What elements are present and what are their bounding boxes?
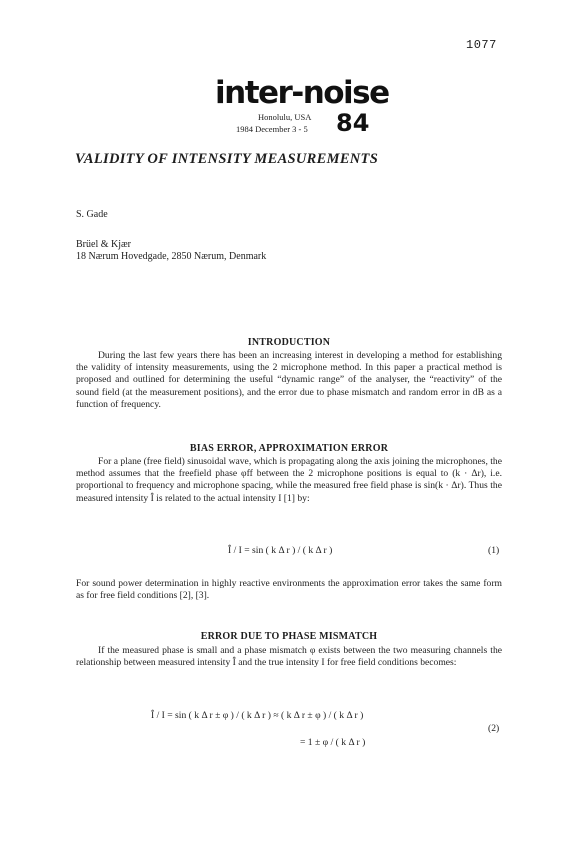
affiliation-address: 18 Nærum Hovedgade, 2850 Nærum, Denmark — [76, 251, 267, 262]
section-heading-phase-mismatch: ERROR DUE TO PHASE MISMATCH — [200, 631, 378, 642]
bias-error-text: For a plane (free field) sinusoidal wave, which is propagating along the axis joining the microphones, the method assumes that the freefield phase φff between the 2 microphone positions is equal to (k · Δr), i.e. proportional to frequency and microphone spacing, while the measured free field phase is sin(k · Δr). Thus the measured intensity Î is related to the actual intensity I [1] by: — [76, 456, 502, 504]
page-number: 1077 — [466, 38, 497, 52]
equation-2-number: (2) — [488, 723, 500, 734]
affiliation-company: Brüel & Kjær — [76, 239, 131, 250]
equation-1-number: (1) — [488, 545, 500, 556]
equation-2-line-1: Î / I = sin ( k Δ r ± φ ) / ( k Δ r ) ≈ ( k Δ r ± φ ) / ( k Δ r ) — [151, 710, 364, 721]
logo-city: Honolulu, USA — [258, 112, 312, 122]
section-heading-introduction: INTRODUCTION — [247, 337, 331, 348]
bias-error-paragraph-after: For sound power determination in highly reactive environments the approximation error takes the same form as for free field conditions [2], [3]. — [76, 578, 502, 602]
phase-mismatch-text: If the measured phase is small and a phase mismatch φ exists between the two measuring channels the relationship between measured intensity Î and the true intensity I for free field conditions becomes: — [76, 645, 502, 669]
section-heading-bias-error: BIAS ERROR, APPROXIMATION ERROR — [189, 443, 389, 454]
author-name: S. Gade — [76, 209, 108, 220]
logo-date: 1984 December 3 - 5 — [236, 124, 308, 134]
phase-mismatch-paragraph — [76, 645, 502, 669]
introduction-text: During the last few years there has been an increasing interest in developing a method for establishing the validity of intensity measurements, using the 2 microphone method. In this paper a practical method is proposed and outlined for determining the useful “dynamic range” of the analyser, the “reactivity” of the sound field (at the measurement positions), and the error due to phase mismatch and random error in dB as a function of frequency. — [76, 350, 502, 410]
equation-1: Î / I = sin ( k Δ r ) / ( k Δ r ) — [228, 545, 333, 556]
bias-error-paragraph — [76, 456, 502, 505]
logo-year: 84 — [336, 109, 370, 137]
equation-2-line-2: = 1 ± φ / ( k Δ r ) — [300, 737, 366, 748]
paper-title: VALIDITY OF INTENSITY MEASUREMENTS — [75, 151, 379, 167]
logo-wordmark: inter-noise — [215, 75, 389, 111]
introduction-paragraph — [76, 350, 502, 411]
